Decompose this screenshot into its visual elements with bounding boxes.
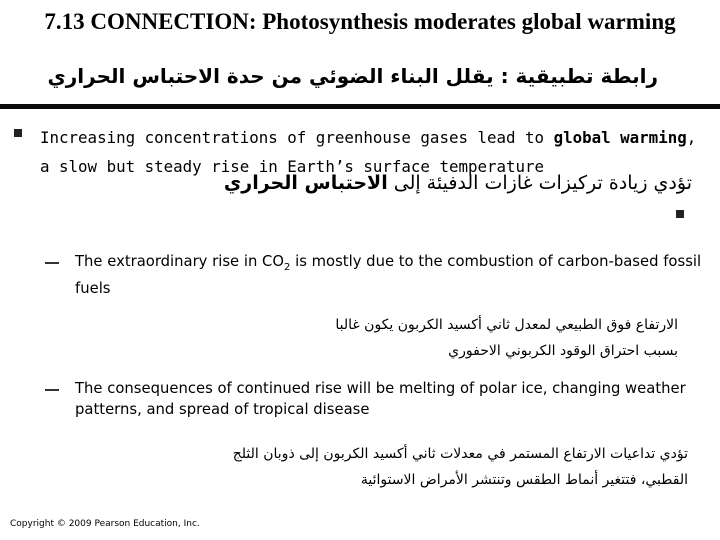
bullet-text-a: Increasing concentrations of greenhouse gases lead to <box>40 128 554 147</box>
sub-bullet-co2-arabic: الارتفاع فوق الطبيعي لمعدل ثاني أكسيد الكربون يكون غالبا بسبب احتراق الوقود الكربوني الاحفوري <box>335 317 678 359</box>
bullet-marker <box>14 129 22 137</box>
co2-subscript: 2 <box>284 261 291 273</box>
title-divider <box>0 104 720 109</box>
sub-bullet-co2 <box>75 251 715 299</box>
sub-bullet-dash-1 <box>45 262 59 264</box>
sub-bullet-consequences: The consequences of continued rise will be melting of polar ice, changing weather patterns, and spread of tropical disease <box>75 380 686 418</box>
copyright-notice: Copyright © 2009 Pearson Education, Inc. <box>10 519 200 529</box>
bullet-emphasis: global warming <box>553 128 687 147</box>
bullet-arabic-text: تؤدي زيادة تركيزات غازات الدفيئة إلى <box>387 172 692 194</box>
bullet-arabic-emphasis: الاحتباس الحراري <box>223 172 388 194</box>
bullet-marker-arabic <box>676 210 684 218</box>
slide-title: 7.13 CONNECTION: Photosynthesis moderates global warming <box>44 9 676 34</box>
bullet-arabic <box>120 172 692 194</box>
bullet-text-b: , a slow but steady rise in Earth’s surface temperature <box>40 128 697 176</box>
sub-bullet-consequences-arabic: تؤدي تداعيات الارتفاع المستمر في معدلات ثاني أكسيد الكربون إلى ذوبان الثلج القطبي، فتتغير أنماط الطقس وتنتشر الأمراض الاستوائية <box>232 446 688 488</box>
slide-title-arabic: رابطة تطبيقية : يقلل البناء الضوئي من حدة الاحتباس الحراري <box>47 64 658 88</box>
sub-bullet-co2-text-b: is mostly due to the combustion of carbon-based fossil fuels <box>75 253 702 297</box>
sub-bullet-co2-text-a: The extraordinary rise in CO <box>75 253 285 270</box>
sub-bullet-dash-2 <box>45 389 59 391</box>
